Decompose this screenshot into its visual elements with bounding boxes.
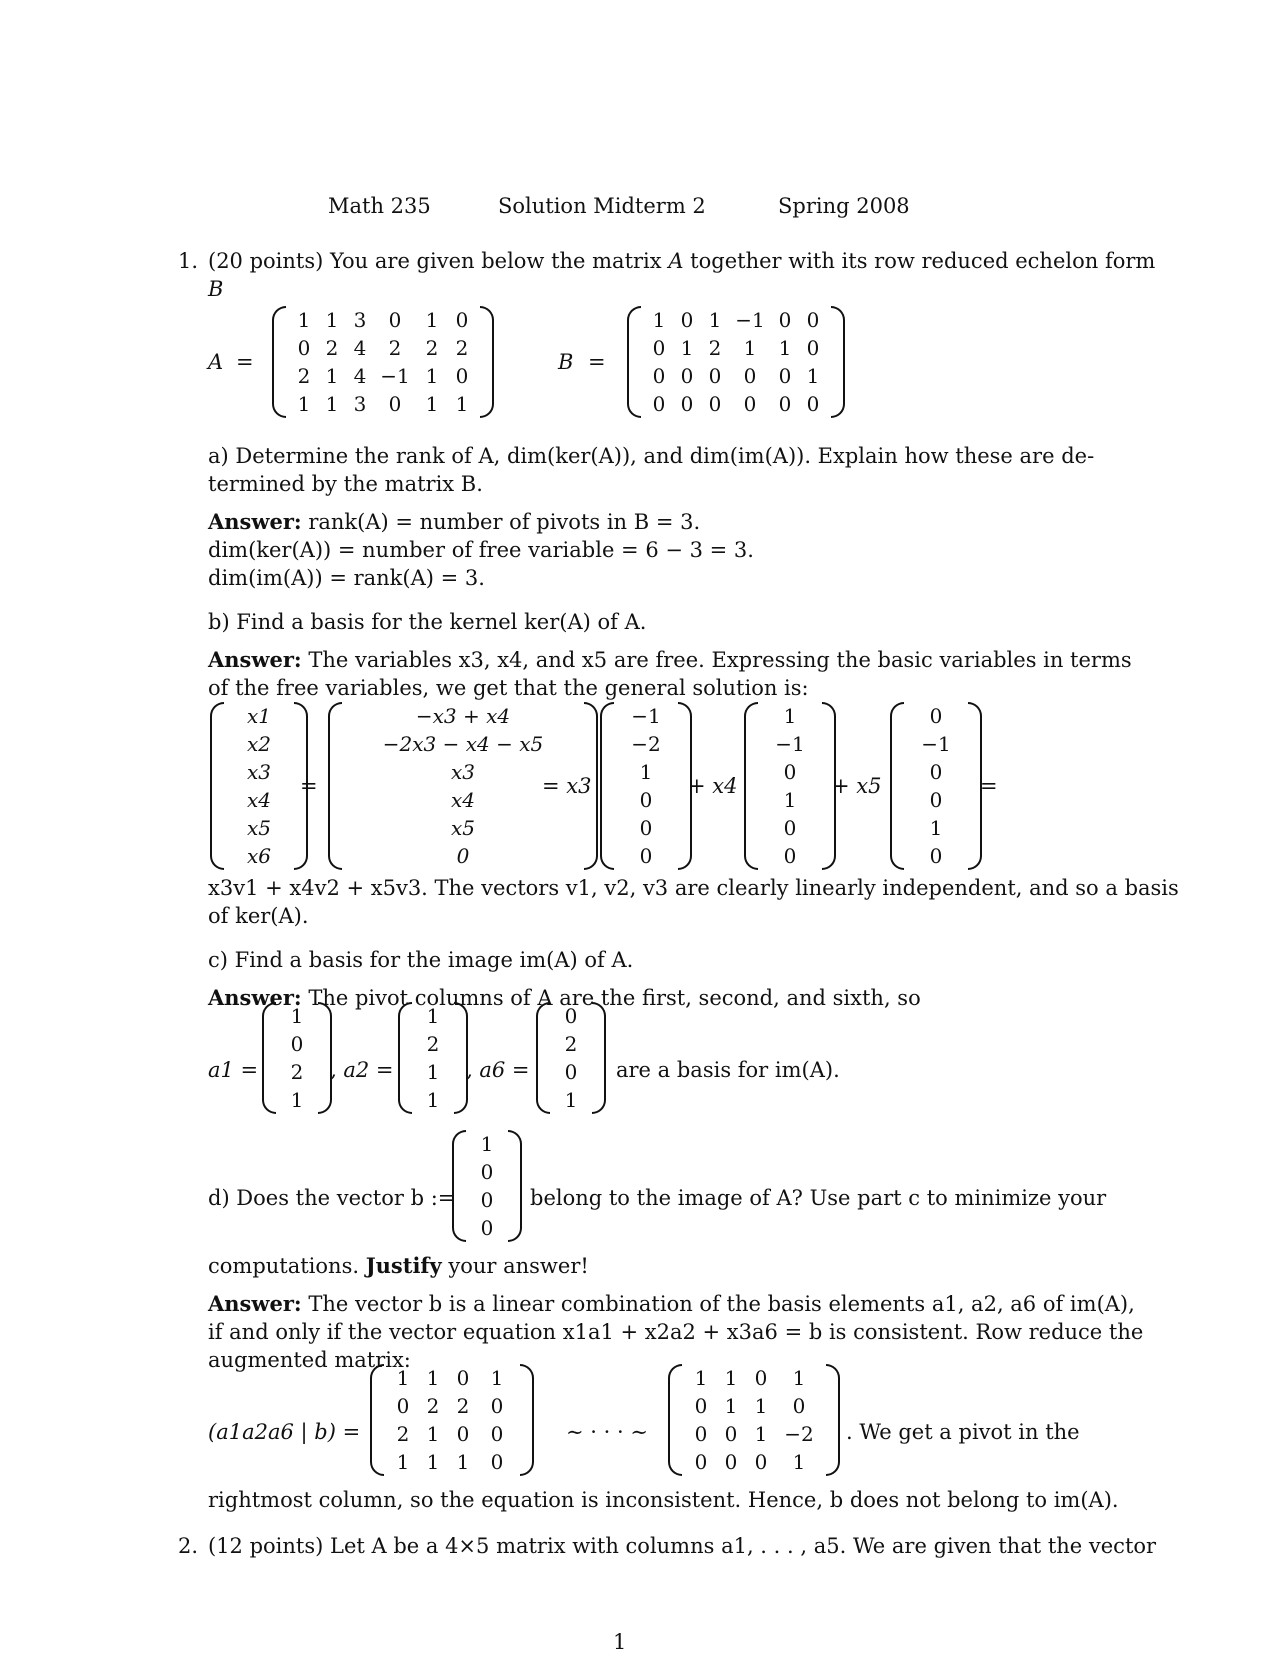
vector-entry: −x3 + x4 <box>415 704 511 728</box>
vector-entry: 0 <box>783 760 797 784</box>
matrix-cell: 0 <box>396 1394 410 1418</box>
vector-entry: 0 <box>929 788 943 812</box>
matrix-A-label: A <box>208 350 224 374</box>
matrix-cell: 3 <box>353 308 367 332</box>
part-c-question: c) Find a basis for the image im(A) of A. <box>208 948 634 972</box>
matrix-cell: 1 <box>455 392 469 416</box>
matrix-cell: 3 <box>353 392 367 416</box>
matrix-cell: 0 <box>680 364 694 388</box>
matrix-cell: 0 <box>743 392 757 416</box>
augmented-matrix-2 <box>668 1364 840 1476</box>
matrix-cell: 1 <box>792 1366 806 1390</box>
augmented-matrix-1 <box>370 1364 534 1476</box>
matrix-cell: 4 <box>353 336 367 360</box>
vector-entry: −1 <box>631 704 661 728</box>
vector-entry: x5 <box>450 816 475 840</box>
vector-entry: 0 <box>639 844 653 868</box>
matrix-cell: 0 <box>652 392 666 416</box>
matrix-cell: 0 <box>778 308 792 332</box>
matrix-B-label: B <box>558 350 574 374</box>
vector-v3 <box>890 702 982 870</box>
part-d-answer-line-2: if and only if the vector equation x1a1 + x2a2 + x3a6 = b is consistent. Row reduce the <box>208 1320 1144 1344</box>
part-c-tail: are a basis for im(A). <box>616 1058 840 1082</box>
matrix-cell: 1 <box>680 336 694 360</box>
part-d-tail: . We get a pivot in the <box>846 1420 1080 1444</box>
matrix-cell: 0 <box>754 1450 768 1474</box>
part-a-question-line-2: termined by the matrix B. <box>208 472 483 496</box>
vector-entry: 1 <box>426 1060 440 1084</box>
vector-b <box>452 1130 522 1242</box>
vector-entry: x3 <box>450 760 475 784</box>
part-b-answer-line-4: of ker(A). <box>208 904 309 928</box>
question-2-number: 2. <box>178 1534 199 1558</box>
vector-entry: 2 <box>426 1032 440 1056</box>
matrix-cell: 1 <box>425 392 439 416</box>
part-a-answer-line-1: Answer: rank(A) = number of pivots in B = 3. <box>208 509 701 534</box>
matrix-cell: 0 <box>724 1450 738 1474</box>
matrix-cell: 0 <box>455 364 469 388</box>
matrix-A <box>272 306 494 418</box>
matrix-cell: 1 <box>708 308 722 332</box>
matrix-cell: 1 <box>325 308 339 332</box>
matrix-cell: 1 <box>754 1394 768 1418</box>
matrix-B <box>627 306 845 418</box>
part-d-answer-line-3: augmented matrix: <box>208 1348 411 1372</box>
vector-entry: −1 <box>921 732 951 756</box>
matrix-B-eq: = <box>588 350 606 374</box>
question-1-intro: (20 points) You are given below the matrix A together with its row reduced echelon form <box>208 249 1156 273</box>
matrix-cell: 0 <box>778 392 792 416</box>
vector-entry: 0 <box>456 844 470 868</box>
matrix-cell: −1 <box>380 364 410 388</box>
vector-entry: 0 <box>929 844 943 868</box>
matrix-cell: 1 <box>396 1366 410 1390</box>
matrix-cell: 0 <box>652 364 666 388</box>
matrix-cell: 0 <box>724 1422 738 1446</box>
matrix-cell: 2 <box>325 336 339 360</box>
coef-x5: + x5 <box>832 774 882 798</box>
vector-entry: 0 <box>639 788 653 812</box>
vector-entry: 0 <box>639 816 653 840</box>
matrix-cell: 0 <box>388 392 402 416</box>
matrix-cell: −2 <box>784 1422 814 1446</box>
a2-label: , a2 = <box>330 1058 394 1082</box>
vector-entry: x4 <box>246 788 271 812</box>
part-b-answer-line-1: Answer: The variables x3, x4, and x5 are free. Expressing the basic variables in terms <box>208 647 1132 672</box>
vector-entry: 1 <box>480 1132 494 1156</box>
matrix-cell: 0 <box>297 336 311 360</box>
matrix-cell: 0 <box>456 1422 470 1446</box>
matrix-cell: 1 <box>743 336 757 360</box>
matrix-cell: 2 <box>456 1394 470 1418</box>
matrix-cell: 0 <box>694 1450 708 1474</box>
part-d-answer-line-1: Answer: The vector b is a linear combination of the basis elements a1, a2, a6 of im(A), <box>208 1291 1135 1316</box>
part-a-question-line-1: a) Determine the rank of A, dim(ker(A)), and dim(im(A)). Explain how these are de- <box>208 444 1095 468</box>
vector-entry: x3 <box>246 760 271 784</box>
matrix-cell: 2 <box>425 336 439 360</box>
vector-a2 <box>398 1002 468 1114</box>
matrix-cell: 1 <box>456 1450 470 1474</box>
matrix-cell: 1 <box>426 1366 440 1390</box>
matrix-cell: 1 <box>325 392 339 416</box>
a1-label: a1 = <box>208 1058 259 1082</box>
matrix-cell: 0 <box>455 308 469 332</box>
vector-entry: 1 <box>783 788 797 812</box>
vector-entry: 1 <box>639 760 653 784</box>
matrix-cell: 0 <box>680 392 694 416</box>
vector-entry: 1 <box>290 1088 304 1112</box>
vector-v1 <box>600 702 692 870</box>
vector-entry: 2 <box>290 1060 304 1084</box>
part-d-question-1: d) Does the vector b := <box>208 1186 456 1210</box>
matrix-cell: 0 <box>694 1394 708 1418</box>
matrix-cell: 0 <box>490 1422 504 1446</box>
matrix-cell: 2 <box>396 1422 410 1446</box>
vector-v2 <box>744 702 836 870</box>
matrix-cell: 1 <box>425 308 439 332</box>
matrix-cell: 1 <box>754 1422 768 1446</box>
vector-entry: x5 <box>246 816 271 840</box>
part-b-answer-line-2: of the free variables, we get that the general solution is: <box>208 676 809 700</box>
matrix-cell: 1 <box>724 1394 738 1418</box>
matrix-cell: 1 <box>297 392 311 416</box>
part-d-question-3: computations. Justify your answer! <box>208 1253 589 1278</box>
term: Spring 2008 <box>778 194 910 218</box>
part-b-question: b) Find a basis for the kernel ker(A) of A. <box>208 610 647 634</box>
matrix-cell: 1 <box>325 364 339 388</box>
matrix-cell: 1 <box>426 1450 440 1474</box>
matrix-cell: 0 <box>490 1450 504 1474</box>
vector-entry: −2 <box>631 732 661 756</box>
part-d-answer-line-4: rightmost column, so the equation is inconsistent. Hence, b does not belong to im(A). <box>208 1488 1119 1512</box>
course-name: Math 235 <box>328 194 431 218</box>
matrix-cell: −1 <box>735 308 765 332</box>
matrix-cell: 0 <box>680 308 694 332</box>
a6-label: , a6 = <box>466 1058 530 1082</box>
vector-entry: x4 <box>450 788 475 812</box>
vector-entry: 1 <box>564 1088 578 1112</box>
vector-a1 <box>262 1002 332 1114</box>
question-2-text: (12 points) Let A be a 4×5 matrix with columns a1, . . . , a5. We are given that the vector <box>208 1534 1157 1558</box>
question-1-number: 1. <box>178 249 199 273</box>
matrix-cell: 2 <box>297 364 311 388</box>
matrix-cell: 0 <box>490 1394 504 1418</box>
row-equivalence: ∼ · · · ∼ <box>566 1420 648 1444</box>
eq-sign: = <box>300 774 318 798</box>
vector-entry: x2 <box>246 732 271 756</box>
vector-entry: 0 <box>564 1004 578 1028</box>
matrix-cell: 1 <box>396 1450 410 1474</box>
coef-x3: = x3 <box>542 774 592 798</box>
document-title: Solution Midterm 2 <box>498 194 706 218</box>
matrix-cell: 1 <box>490 1366 504 1390</box>
matrix-cell: 0 <box>652 336 666 360</box>
part-a-answer-line-3: dim(im(A)) = rank(A) = 3. <box>208 566 485 590</box>
coef-x4: + x4 <box>688 774 738 798</box>
matrix-cell: 1 <box>806 364 820 388</box>
part-d-question-2: belong to the image of A? Use part c to minimize your <box>530 1186 1107 1210</box>
matrix-cell: 0 <box>388 308 402 332</box>
matrix-cell: 0 <box>792 1394 806 1418</box>
matrix-cell: 2 <box>455 336 469 360</box>
vector-entry: 1 <box>426 1088 440 1112</box>
part-a-answer-line-2: dim(ker(A)) = number of free variable = 6 − 3 = 3. <box>208 538 754 562</box>
part-c-answer-line-1: Answer: The pivot columns of A are the first, second, and sixth, so <box>208 985 921 1010</box>
vector-entry: 0 <box>480 1216 494 1240</box>
page-number: 1 <box>613 1630 627 1654</box>
vector-entry: −2x3 − x4 − x5 <box>382 732 544 756</box>
vector-entry: 1 <box>929 816 943 840</box>
matrix-cell: 0 <box>708 364 722 388</box>
vector-entry: 1 <box>783 704 797 728</box>
matrix-cell: 0 <box>708 392 722 416</box>
matrix-cell: 2 <box>708 336 722 360</box>
matrix-cell: 2 <box>388 336 402 360</box>
matrix-cell: 0 <box>743 364 757 388</box>
vector-entry: 1 <box>426 1004 440 1028</box>
vector-entry: 0 <box>929 704 943 728</box>
matrix-cell: 1 <box>724 1366 738 1390</box>
matrix-cell: 1 <box>297 308 311 332</box>
matrix-cell: 1 <box>792 1450 806 1474</box>
matrix-cell: 0 <box>778 364 792 388</box>
vector-entry: 2 <box>564 1032 578 1056</box>
vector-entry: 0 <box>929 760 943 784</box>
vector-x <box>210 702 308 870</box>
vector-entry: x1 <box>246 704 271 728</box>
part-b-answer-line-3: x3v1 + x4v2 + x5v3. The vectors v1, v2, v3 are clearly linearly independent, and so a basis <box>208 876 1179 900</box>
matrix-cell: 0 <box>806 308 820 332</box>
vector-entry: 0 <box>480 1160 494 1184</box>
matrix-cell: 1 <box>426 1422 440 1446</box>
vector-entry: 0 <box>480 1188 494 1212</box>
eq-sign-end: = <box>980 774 998 798</box>
vector-entry: x6 <box>246 844 271 868</box>
augmented-label: (a1a2a6 | b) = <box>208 1420 361 1444</box>
matrix-cell: 1 <box>652 308 666 332</box>
vector-entry: 0 <box>783 816 797 840</box>
vector-entry: 0 <box>564 1060 578 1084</box>
vector-entry: 0 <box>290 1032 304 1056</box>
matrix-cell: 1 <box>425 364 439 388</box>
matrix-cell: 0 <box>806 336 820 360</box>
matrix-A-eq: = <box>236 350 254 374</box>
vector-entry: 1 <box>290 1004 304 1028</box>
matrix-cell: 0 <box>806 392 820 416</box>
matrix-cell: 0 <box>456 1366 470 1390</box>
matrix-cell: 0 <box>694 1422 708 1446</box>
vector-a6 <box>536 1002 606 1114</box>
matrix-cell: 2 <box>426 1394 440 1418</box>
vector-entry: 0 <box>783 844 797 868</box>
question-1-intro-B: B <box>208 277 224 301</box>
matrix-cell: 4 <box>353 364 367 388</box>
matrix-cell: 1 <box>778 336 792 360</box>
matrix-cell: 0 <box>754 1366 768 1390</box>
matrix-cell: 1 <box>694 1366 708 1390</box>
vector-entry: −1 <box>775 732 805 756</box>
